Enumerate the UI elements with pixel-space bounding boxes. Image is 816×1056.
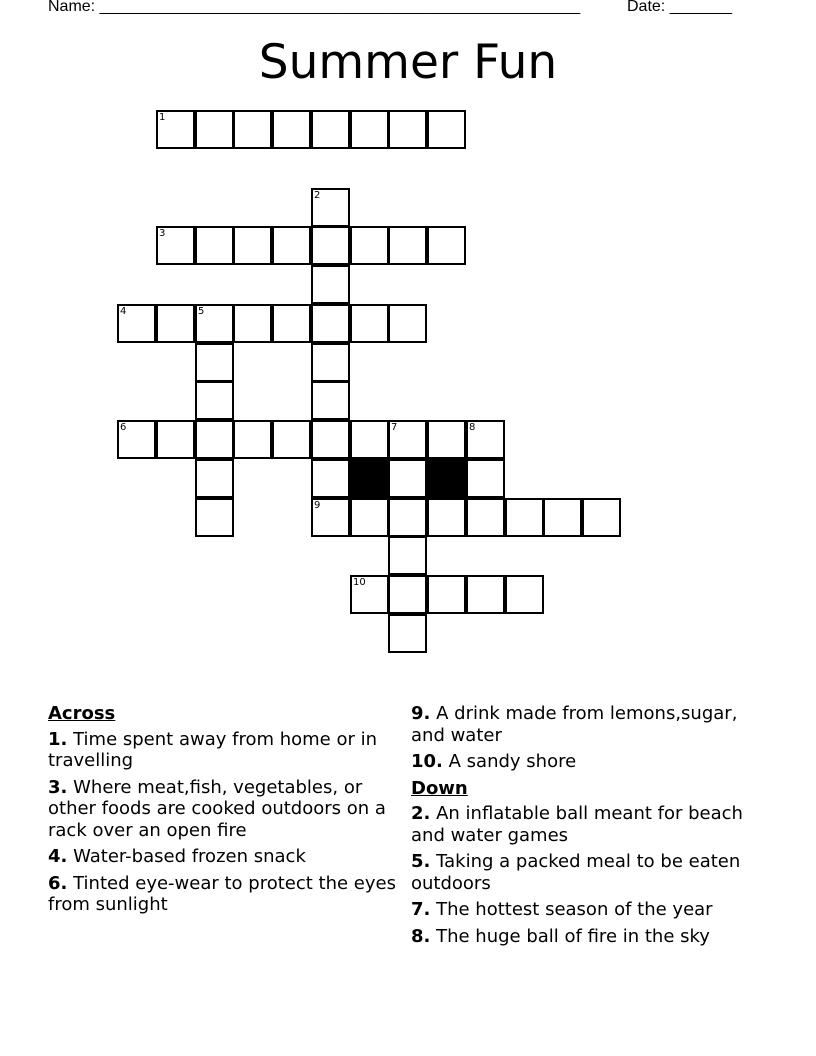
grid-cell[interactable] xyxy=(311,265,350,304)
grid-cell[interactable] xyxy=(311,459,350,498)
grid-cell[interactable] xyxy=(311,110,350,149)
grid-cell[interactable] xyxy=(543,498,582,537)
grid-cell[interactable] xyxy=(350,226,389,265)
grid-cell[interactable] xyxy=(582,498,621,537)
clue-text: A drink made from lemons,sugar, and water xyxy=(411,703,738,746)
grid-cell[interactable] xyxy=(311,343,350,382)
grid-cell[interactable] xyxy=(272,110,311,149)
clues-column-left xyxy=(48,703,398,921)
clue-across-10 xyxy=(411,751,771,773)
grid-cell[interactable] xyxy=(233,110,272,149)
grid-cell[interactable] xyxy=(388,226,427,265)
grid-cell[interactable] xyxy=(117,420,156,459)
clue-number: 9. xyxy=(411,703,431,724)
clue-text: Taking a packed meal to be eaten outdoors xyxy=(411,851,741,894)
cell-number: 5 xyxy=(198,306,205,317)
clue-text: A sandy shore xyxy=(448,751,577,772)
grid-cell[interactable] xyxy=(311,304,350,343)
across-heading: Across xyxy=(48,703,116,724)
grid-cell[interactable] xyxy=(233,226,272,265)
grid-cell[interactable] xyxy=(466,575,505,614)
grid-cell[interactable] xyxy=(272,420,311,459)
cell-number: 6 xyxy=(120,422,127,433)
grid-cell[interactable] xyxy=(311,381,350,420)
grid-cell[interactable] xyxy=(388,498,427,537)
grid-block xyxy=(427,459,466,498)
grid-cell[interactable] xyxy=(388,304,427,343)
grid-cell[interactable] xyxy=(311,226,350,265)
grid-cell[interactable] xyxy=(195,459,234,498)
clue-number: 5. xyxy=(411,851,431,872)
clue-down-5 xyxy=(411,851,771,894)
grid-cell[interactable] xyxy=(427,575,466,614)
grid-cell[interactable] xyxy=(156,226,195,265)
clue-across-3 xyxy=(48,777,398,842)
grid-cell[interactable] xyxy=(350,575,389,614)
clue-number: 2. xyxy=(411,803,431,824)
clue-across-4 xyxy=(48,846,398,868)
grid-cell[interactable] xyxy=(195,381,234,420)
grid-cell[interactable] xyxy=(427,498,466,537)
grid-cell[interactable] xyxy=(466,420,505,459)
grid-cell[interactable] xyxy=(388,459,427,498)
date-field-label: Date: _______ xyxy=(627,0,732,15)
clue-text: Water-based frozen snack xyxy=(73,846,306,867)
grid-cell[interactable] xyxy=(156,110,195,149)
clue-down-8 xyxy=(411,926,771,948)
grid-cell[interactable] xyxy=(117,304,156,343)
grid-cell[interactable] xyxy=(505,498,544,537)
clue-text: An inflatable ball meant for beach and water games xyxy=(411,803,743,846)
grid-cell[interactable] xyxy=(195,110,234,149)
grid-cell[interactable] xyxy=(272,304,311,343)
grid-cell[interactable] xyxy=(311,188,350,227)
puzzle-title: Summer Fun xyxy=(258,35,558,90)
clues-column-right xyxy=(411,703,771,952)
clue-number: 6. xyxy=(48,872,68,894)
cell-number: 10 xyxy=(353,577,366,588)
grid-cell[interactable] xyxy=(233,420,272,459)
grid-block xyxy=(350,459,389,498)
grid-cell[interactable] xyxy=(195,226,234,265)
grid-cell[interactable] xyxy=(195,498,234,537)
clue-number: 4. xyxy=(48,846,68,867)
clue-number: 8. xyxy=(411,925,431,947)
clue-text: Time spent away from home or in travelling xyxy=(48,728,378,771)
grid-cell[interactable] xyxy=(427,420,466,459)
grid-cell[interactable] xyxy=(388,614,427,653)
clue-down-7 xyxy=(411,899,771,921)
clue-across-1 xyxy=(48,729,398,772)
grid-cell[interactable] xyxy=(272,226,311,265)
clue-number: 10. xyxy=(411,751,443,772)
grid-cell[interactable] xyxy=(233,304,272,343)
cell-number: 9 xyxy=(314,500,321,511)
down-heading: Down xyxy=(411,777,468,799)
grid-cell[interactable] xyxy=(388,575,427,614)
clue-across-6 xyxy=(48,873,398,916)
grid-cell[interactable] xyxy=(350,304,389,343)
clue-down-2 xyxy=(411,803,771,846)
cell-number: 3 xyxy=(159,228,166,239)
cell-number: 4 xyxy=(120,306,127,317)
grid-cell[interactable] xyxy=(311,498,350,537)
grid-cell[interactable] xyxy=(311,420,350,459)
grid-cell[interactable] xyxy=(388,110,427,149)
clue-number: 1. xyxy=(48,728,68,750)
grid-cell[interactable] xyxy=(195,304,234,343)
cell-number: 7 xyxy=(391,422,398,433)
clue-number: 7. xyxy=(411,899,431,920)
clue-text: Where meat,fish, vegetables, or other foods are cooked outdoors on a rack over an open fire xyxy=(48,776,386,841)
clue-text: The huge ball of fire in the sky xyxy=(436,925,710,947)
grid-cell[interactable] xyxy=(156,304,195,343)
grid-cell[interactable] xyxy=(195,343,234,382)
clue-text: Tinted eye-wear to protect the eyes from sunlight xyxy=(48,872,396,915)
clue-across-9 xyxy=(411,703,771,746)
name-field-label: Name: ______________________________________________________ xyxy=(48,0,581,15)
cell-number: 1 xyxy=(159,112,166,123)
grid-cell[interactable] xyxy=(505,575,544,614)
grid-cell[interactable] xyxy=(350,110,389,149)
grid-cell[interactable] xyxy=(388,420,427,459)
grid-cell[interactable] xyxy=(466,459,505,498)
grid-cell[interactable] xyxy=(427,110,466,149)
grid-cell[interactable] xyxy=(388,536,427,575)
cell-number: 2 xyxy=(314,190,321,201)
grid-cell[interactable] xyxy=(466,498,505,537)
grid-cell[interactable] xyxy=(350,498,389,537)
clue-text: The hottest season of the year xyxy=(436,899,713,920)
grid-cell[interactable] xyxy=(195,420,234,459)
clue-number: 3. xyxy=(48,776,68,798)
grid-cell[interactable] xyxy=(427,226,466,265)
grid-cell[interactable] xyxy=(156,420,195,459)
grid-cell[interactable] xyxy=(350,420,389,459)
cell-number: 8 xyxy=(469,422,476,433)
